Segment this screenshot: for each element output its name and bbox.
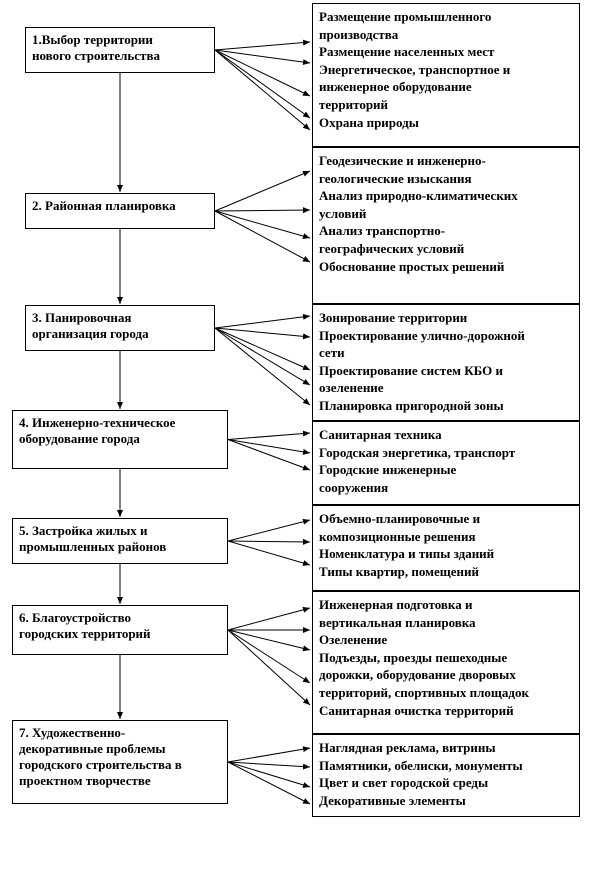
detail-box-1 — [312, 3, 580, 147]
detail-box-2 — [312, 147, 580, 304]
detail-arrow — [215, 328, 310, 405]
stage-box-3-line: организация города — [32, 326, 149, 341]
stage-box-7-line: проектном творчестве — [19, 773, 151, 788]
stage-box-4-line: оборудование города — [19, 431, 140, 446]
stage-box-2 — [25, 193, 215, 229]
stage-box-7 — [12, 720, 228, 804]
stage-box-3 — [25, 305, 215, 351]
detail-arrow — [228, 748, 310, 762]
detail-box-6-line: территорий, спортивных площадок — [319, 684, 529, 700]
detail-arrow — [215, 171, 310, 211]
detail-box-6-line: вертикальная планировка — [319, 614, 476, 630]
stage-box-5 — [12, 518, 228, 564]
detail-arrow — [215, 211, 310, 262]
detail-arrow — [215, 42, 310, 50]
detail-arrow — [228, 440, 310, 454]
detail-box-4-line: Городская энергетика, транспорт — [319, 444, 516, 460]
stage-box-4-line: 4. Инженерно-техническое — [19, 415, 176, 430]
detail-box-6-line: Санитарная очистка территорий — [319, 702, 514, 718]
detail-box-3 — [312, 304, 580, 421]
detail-box-3-line: Проектирование улично-дорожной — [319, 327, 525, 343]
detail-box-2-line: Анализ транспортно- — [319, 223, 446, 239]
stage-box-6 — [12, 605, 228, 655]
detail-box-1-line: Энергетическое, транспортное и — [319, 61, 511, 77]
detail-arrow — [228, 541, 310, 542]
detail-box-4-line: Санитарная техника — [319, 427, 442, 442]
detail-arrow — [215, 50, 310, 130]
detail-arrow — [228, 608, 310, 630]
detail-box-3-line: Проектирование систем КБО и — [319, 362, 503, 378]
detail-box-6-line: Подъезды, проезды пешеходные — [319, 649, 508, 665]
detail-box-1-line: производства — [319, 26, 399, 42]
stage-box-1-line: нового строительства — [32, 48, 160, 63]
detail-box-7-line: Наглядная реклама, витрины — [319, 740, 496, 755]
detail-arrow — [215, 328, 310, 385]
detail-arrow — [215, 50, 310, 118]
stage-box-6-line: 6. Благоустройство — [19, 610, 132, 625]
detail-box-1-line: Размещение населенных мест — [319, 44, 495, 60]
detail-box-3-line: сети — [319, 345, 345, 361]
detail-box-7-line: Памятники, обелиски, монументы — [319, 757, 523, 773]
detail-arrow — [228, 433, 310, 440]
detail-box-3-line: озеленение — [319, 380, 384, 396]
detail-arrow — [228, 630, 310, 683]
stage-box-1-line: 1.Выбор территории — [32, 32, 153, 47]
detail-box-2-line: условий — [319, 205, 367, 221]
detail-box-6 — [312, 591, 580, 734]
detail-arrow — [228, 520, 310, 541]
detail-box-1-line: территорий — [319, 96, 389, 112]
detail-box-6-line: дорожки, оборудование дворовых — [319, 667, 516, 683]
stage-box-7-line: городского строительства в — [19, 757, 182, 772]
detail-box-5-line: Номенклатура и типы зданий — [319, 546, 495, 562]
detail-box-4-line: Городские инженерные — [319, 462, 457, 478]
stage-box-7-line: декоративные проблемы — [19, 741, 166, 756]
detail-box-7-line: Цвет и свет городской среды — [319, 775, 489, 791]
detail-box-7-line: Декоративные элементы — [319, 792, 466, 808]
stage-box-7-line: 7. Художественно- — [19, 725, 126, 740]
detail-arrow — [228, 440, 310, 471]
detail-box-3-line: Планировка пригородной зоны — [319, 397, 504, 413]
detail-box-5-line: композиционные решения — [319, 528, 476, 544]
detail-arrow — [215, 211, 310, 238]
detail-box-4-line: сооружения — [319, 479, 389, 495]
detail-arrow — [228, 630, 310, 705]
detail-box-2-line: Обоснование простых решений — [319, 258, 505, 274]
stage-box-2-line: 2. Районная планировка — [32, 198, 176, 213]
stage-box-5-line: промышленных районов — [19, 539, 167, 554]
detail-arrow — [228, 541, 310, 565]
detail-box-2-line: геологические изыскания — [319, 170, 472, 186]
detail-box-1-line: Охрана природы — [319, 114, 419, 130]
detail-box-5-line: Типы квартир, помещений — [319, 563, 479, 579]
detail-box-2-line: географических условий — [319, 240, 465, 256]
detail-box-4 — [312, 421, 580, 505]
stage-box-6-line: городских территорий — [19, 626, 151, 641]
detail-box-6-line: Озеленение — [319, 632, 388, 648]
stage-box-1 — [25, 27, 215, 73]
detail-box-5-line: Объемно-планировочные и — [319, 511, 481, 526]
detail-arrow — [215, 328, 310, 337]
detail-box-3-line: Зонирование территории — [319, 310, 468, 325]
detail-arrow — [215, 328, 310, 370]
detail-box-1-line: Размещение промышленного — [319, 9, 492, 24]
detail-box-7 — [312, 734, 580, 817]
detail-box-5 — [312, 505, 580, 591]
detail-box-2-line: Геодезические и инженерно- — [319, 153, 486, 168]
detail-arrow — [215, 210, 310, 211]
stage-box-5-line: 5. Застройка жилых и — [19, 523, 148, 538]
detail-arrow — [215, 316, 310, 328]
detail-box-1-line: инженерное оборудование — [319, 79, 472, 95]
detail-box-2-line: Анализ природно-климатических — [319, 188, 518, 204]
stage-box-4 — [12, 410, 228, 469]
detail-arrow — [228, 630, 310, 650]
stage-box-3-line: 3. Панировочная — [32, 310, 132, 325]
detail-box-6-line: Инженерная подготовка и — [319, 597, 473, 612]
